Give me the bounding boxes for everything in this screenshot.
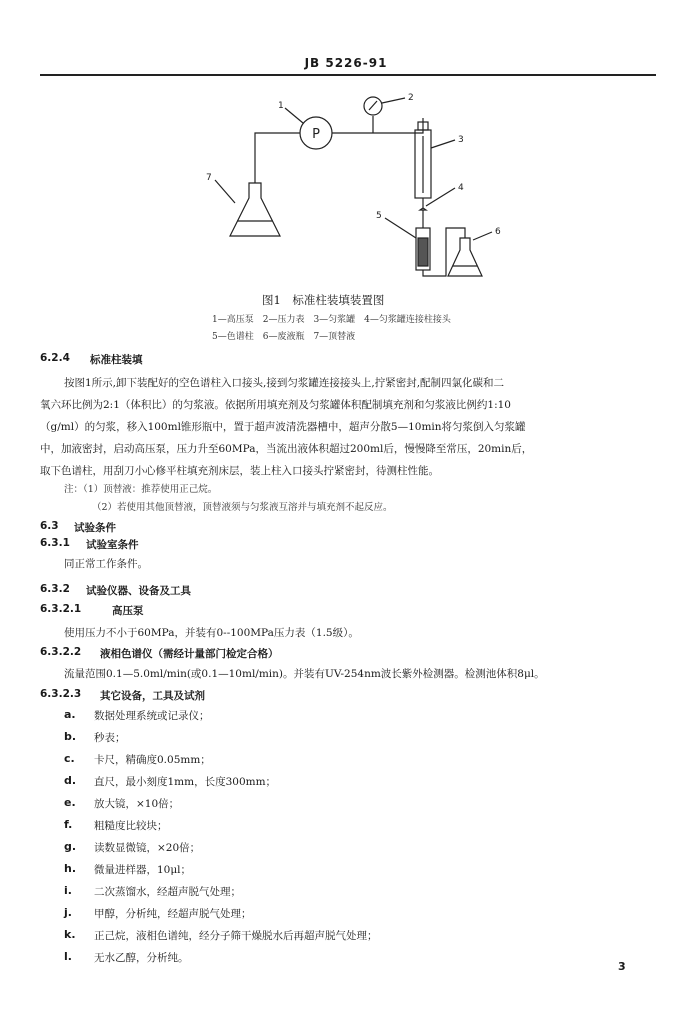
leader-7 xyxy=(215,180,235,203)
label-6: 6 xyxy=(495,227,501,237)
list-item-letter: a. xyxy=(64,708,76,721)
section-6-3-2-3-title: 其它设备，工具及试剂 xyxy=(100,690,205,702)
pipe-pump-to-slurry-tank xyxy=(332,118,423,133)
section-6-3-title: 试验条件 xyxy=(74,522,116,534)
section-6-2-4-note-1: 注：（1）顶替液：推荐使用正己烷。 xyxy=(64,484,218,495)
page-number: 3 xyxy=(618,960,626,973)
figure-legend-line-2: 5—色谱柱 6—废液瓶 7—顶替液 xyxy=(212,332,356,342)
list-item-letter: k. xyxy=(64,928,76,941)
label-5: 5 xyxy=(376,211,382,221)
column-packing-apparatus-diagram xyxy=(190,88,520,288)
label-2: 2 xyxy=(408,93,414,103)
waste-bottle-flask xyxy=(448,238,482,276)
list-item: 放大镜，×10倍； xyxy=(94,798,180,810)
figure-caption: 图1 标准柱装填装置图 xyxy=(262,293,385,307)
section-6-2-4-para-line-4: 中，加液密封，启动高压泵，压力升至60MPa，当流出液体积超过200ml后，慢慢降至常压，20min后， xyxy=(40,443,533,455)
section-6-3-2-2-title: 液相色谱仪（需经计量部门检定合格） xyxy=(100,648,279,660)
list-item-letter: d. xyxy=(64,774,77,787)
list-item: 数据处理系统或记录仪； xyxy=(94,710,210,722)
label-3: 3 xyxy=(458,135,464,145)
displacing-liquid-flask xyxy=(230,183,280,236)
figure-legend-line-1: 1—高压泵 2—压力表 3—匀浆罐 4—匀浆罐连接柱接头 xyxy=(212,315,451,325)
section-6-2-4-para-line-5: 取下色谱柱，用刮刀小心修平柱填充剂床层，装上柱入口接头拧紧密封，待测柱性能。 xyxy=(40,465,439,477)
leader-4 xyxy=(426,188,455,206)
list-item: 无水乙醇，分析纯。 xyxy=(94,952,189,964)
section-6-2-4-title: 标准柱装填 xyxy=(90,354,143,366)
label-1: 1 xyxy=(278,101,284,111)
label-7: 7 xyxy=(206,173,212,183)
list-item-letter: f. xyxy=(64,818,73,831)
leader-1 xyxy=(285,108,303,123)
section-6-2-4-para-line-2: 氧六环比例为2:1（体积比）的匀浆液。依据所用填充剂及匀浆罐体积配制填充剂和匀浆液比例约1:10 xyxy=(40,399,511,411)
section-6-3-1-body: 同正常工作条件。 xyxy=(64,558,148,570)
list-item-letter: c. xyxy=(64,752,75,765)
leader-3 xyxy=(431,140,455,148)
section-6-3-2-1-number: 6.3.2.1 xyxy=(40,603,82,615)
section-6-3-2-1-title: 高压泵 xyxy=(112,605,144,617)
list-item-letter: b. xyxy=(64,730,77,743)
section-6-3-2-1-body: 使用压力不小于60MPa，并装有0--100MPa压力表（1.5级）。 xyxy=(64,627,359,639)
list-item: 微量进样器，10μl； xyxy=(94,864,192,876)
list-item: 直尺，最小刻度1mm，长度300mm； xyxy=(94,776,277,788)
section-6-3-1-number: 6.3.1 xyxy=(40,537,70,549)
section-6-2-4-number: 6.2.4 xyxy=(40,352,70,364)
list-item-letter: h. xyxy=(64,862,77,875)
connector-joint xyxy=(420,198,426,210)
list-item-letter: i. xyxy=(64,884,72,897)
document-header-code: JB 5226-91 xyxy=(304,56,388,70)
section-6-3-number: 6.3 xyxy=(40,520,59,532)
section-6-2-4-note-2: （2）若使用其他顶替液，顶替液须与匀浆液互溶并与填充剂不起反应。 xyxy=(92,502,393,513)
list-item: 二次蒸馏水，经超声脱气处理； xyxy=(94,886,241,898)
section-6-2-4-para-line-3: （g/ml）的匀浆，移入100ml锥形瓶中，置于超声波清洗器槽中，超声分散5—10min将匀浆倒入匀浆罐 xyxy=(40,421,526,433)
leader-5 xyxy=(385,218,416,238)
section-6-3-2-title: 试验仪器、设备及工具 xyxy=(86,585,191,597)
gauge-needle xyxy=(369,101,377,110)
list-item: 正己烷，液相色谱纯，经分子筛干燥脱水后再超声脱气处理； xyxy=(94,930,378,942)
section-6-2-4-para-line-1: 按图1所示,卸下装配好的空色谱柱入口接头,接到匀浆罐连接接头上,拧紧密封,配制四氯化碳和二 xyxy=(64,377,505,389)
pump-letter: P xyxy=(312,127,320,142)
section-6-3-1-title: 试验室条件 xyxy=(86,539,139,551)
label-4: 4 xyxy=(458,183,464,193)
pipe-reservoir-to-pump xyxy=(255,133,300,183)
list-item-letter: j. xyxy=(64,906,72,919)
leader-6 xyxy=(473,232,492,240)
list-item: 秒表； xyxy=(94,732,126,744)
section-6-3-2-number: 6.3.2 xyxy=(40,583,70,595)
list-item: 读数显微镜，×20倍； xyxy=(94,842,201,854)
header-rule xyxy=(40,74,656,76)
list-item: 卡尺，精确度0.05mm； xyxy=(94,754,211,766)
list-item: 粗糙度比较块； xyxy=(94,820,168,832)
section-6-3-2-3-number: 6.3.2.3 xyxy=(40,688,82,700)
section-6-3-2-2-number: 6.3.2.2 xyxy=(40,646,82,658)
list-item-letter: e. xyxy=(64,796,76,809)
leader-2 xyxy=(382,98,405,103)
list-item-letter: g. xyxy=(64,840,77,853)
list-item-letter: l. xyxy=(64,950,72,963)
list-item: 甲醇，分析纯，经超声脱气处理； xyxy=(94,908,252,920)
section-6-3-2-2-body: 流量范围0.1—5.0ml/min(或0.1—10ml/min)。并装有UV-254nm波长紫外检测器。检测池体积8μl。 xyxy=(64,668,545,680)
chromatography-column-bed xyxy=(418,238,428,266)
